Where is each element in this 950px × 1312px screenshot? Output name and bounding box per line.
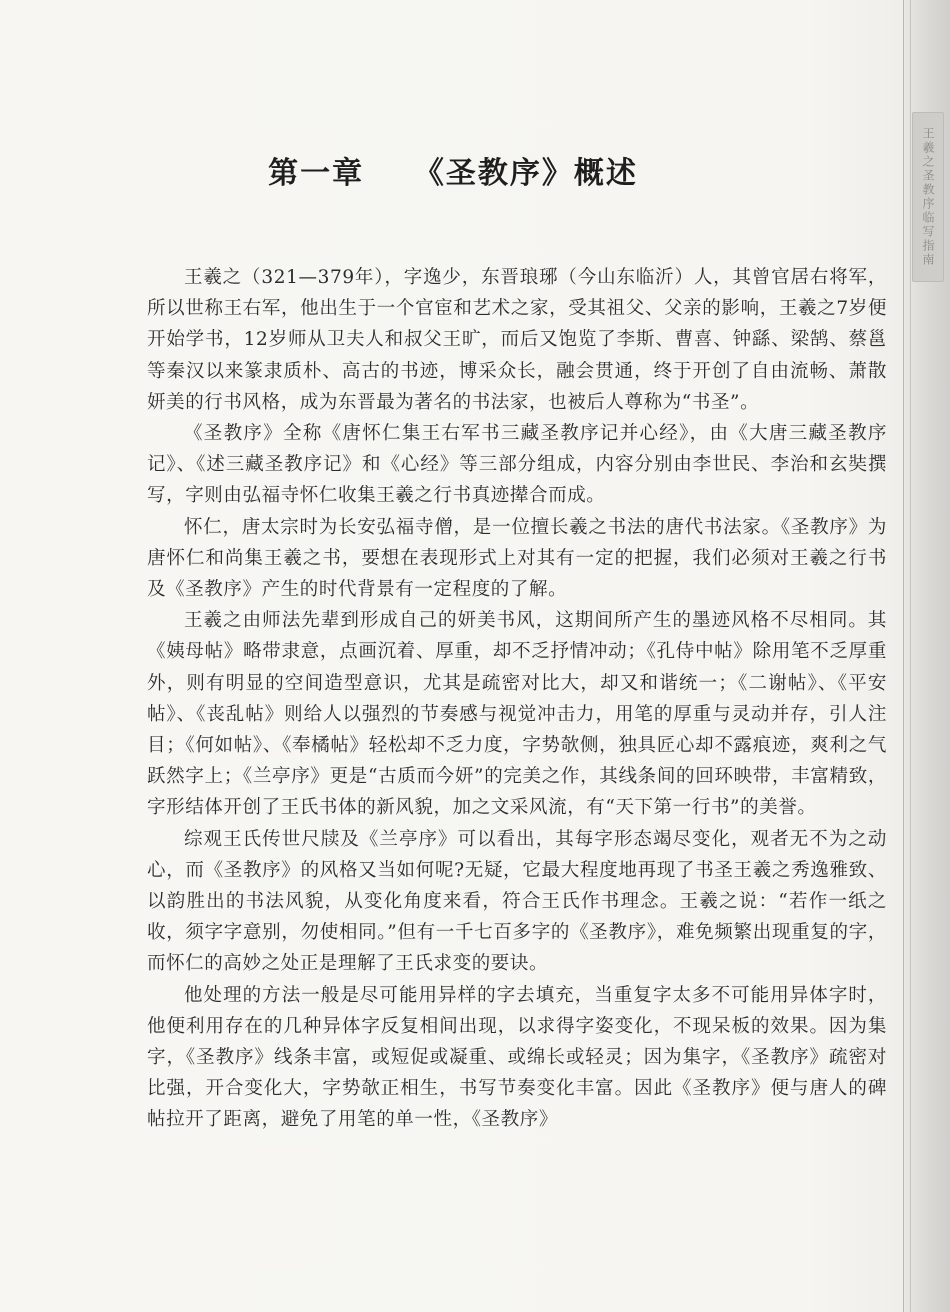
page-edge: [903, 0, 950, 1312]
paragraph: 王羲之由师法先辈到形成自己的妍美书风，这期间所产生的墨迹风格不尽相同。其《姨母帖》略带隶意，点画沉着、厚重，却不乏抒情冲动；《孔侍中帖》除用笔不乏厚重外，则有明显的空间造型意识，尤其是疏密对比大，却又和谐统一；《二谢帖》、《平安帖》、《丧乱帖》则给人以强烈的节奏感与视觉冲击力，用笔的厚重与灵动并存，引人注目；《何如帖》、《奉橘帖》轻松却不乏力度，字势欹侧，独具匠心却不露痕迹，爽利之气跃然字上；《兰亭序》更是“古质而今妍”的完美之作，其线条间的回环映带，丰富精致，字形结体开创了王氏书体的新风貌，加之文采风流，有“天下第一行书”的美誉。: [147, 610, 887, 819]
edge-tab-label: 王羲之圣教序临写指南: [912, 112, 944, 282]
chapter-title: 第一章 《圣教序》概述: [268, 156, 638, 191]
body-text: [147, 262, 887, 1136]
paragraph: 他处理的方法一般是尽可能用异样的字去填充，当重复字太多不可能用异体字时，他便利用存在的几种异体字反复相间出现，以求得字姿变化，不现呆板的效果。因为集字，《圣教序》线条丰富，或短促或凝重、或绵长或轻灵；因为集字，《圣教序》疏密对比强，开合变化大，字势欹正相生，书写节奏变化丰富。因此《圣教序》便与唐人的碑帖拉开了距离，避免了用笔的单一性，《圣教序》: [147, 984, 887, 1131]
paragraph: 怀仁，唐太宗时为长安弘福寺僧，是一位擅长羲之书法的唐代书法家。《圣教序》为唐怀仁和尚集王羲之书，要想在表现形式上对其有一定的把握，我们必须对王羲之行书及《圣教序》产生的时代背景有一定程度的了解。: [147, 516, 887, 601]
paragraph: 《圣教序》全称《唐怀仁集王右军书三藏圣教序记并心经》，由《大唐三藏圣教序记》、《述三藏圣教序记》和《心经》等三部分组成，内容分别由李世民、李治和玄奘撰写，字则由弘福寺怀仁收集王羲之行书真迹撵合而成。: [147, 423, 887, 507]
paragraph: 王羲之（321—379年），字逸少，东晋琅琊（今山东临沂）人，其曾官居右将军，所以世称王右军，他出生于一个官宦和艺术之家，受其祖父、父亲的影响，王羲之7岁便开始学书，12岁师从卫夫人和叔父王旷，而后又饱览了李斯、曹喜、钟繇、梁鹄、蔡邕等秦汉以来篆隶质朴、高古的书迹，博采众长，融会贯通，终于开创了自由流畅、萧散妍美的行书风格，成为东晋最为著名的书法家，也被后人尊称为“书圣”。: [147, 267, 887, 413]
paragraph: 综观王氏传世尺牍及《兰亭序》可以看出，其每字形态竭尽变化，观者无不为之动心，而《圣教序》的风格又当如何呢?无疑，它最大程度地再现了书圣王羲之秀逸雅致、以韵胜出的书法风貌，从变化角度来看，符合王氏作书理念。王羲之说：“若作一纸之收，须字字意别，勿使相同。”但有一千七百多字的《圣教序》，难免频繁出现重复的字，而怀仁的高妙之处正是理解了王氏求变的要诀。: [147, 828, 887, 975]
